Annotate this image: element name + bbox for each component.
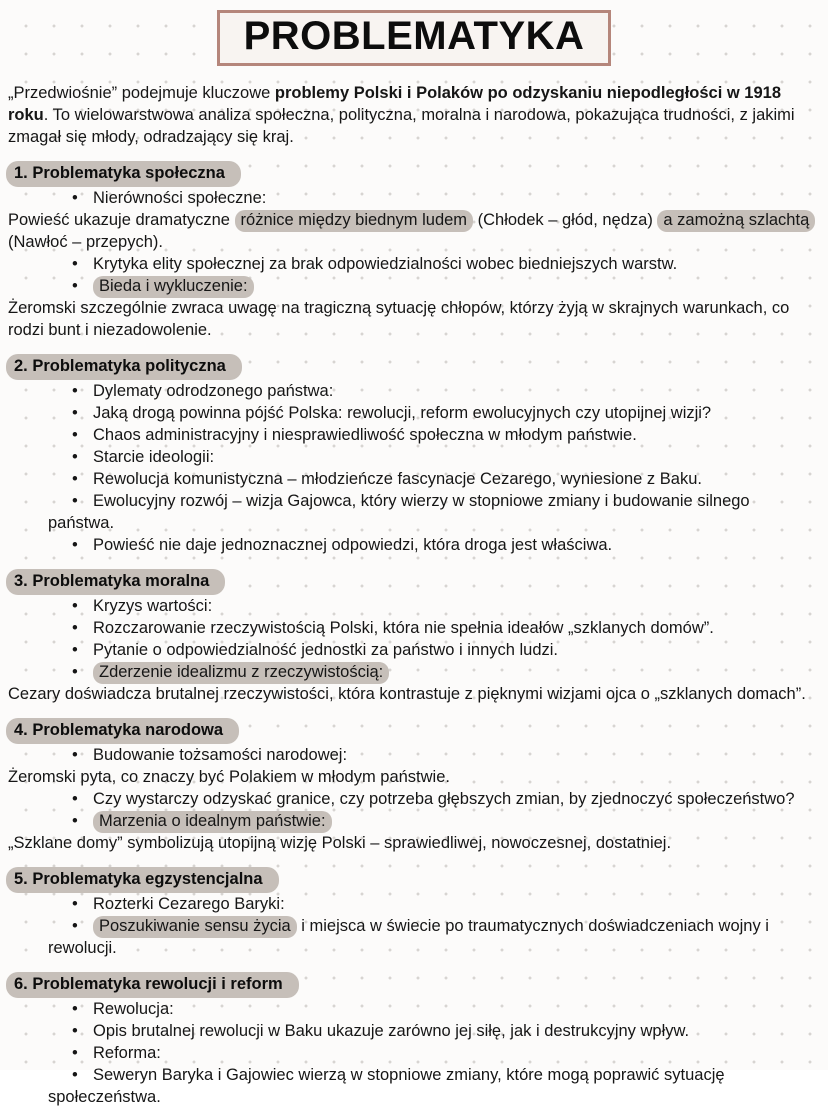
text-segment: Czy wystarczy odzyskać granice, czy potrzeba głębszych zmian, by zjednoczyć społeczeństwo?	[93, 790, 795, 808]
bullet-marker: •	[72, 895, 78, 913]
paragraph	[8, 832, 820, 854]
text-segment: Krytyka elity społecznej za brak odpowiedzialności wobec biedniejszych warstw.	[93, 255, 678, 273]
bullet-item	[48, 187, 820, 209]
page-title: PROBLEMATYKA	[243, 14, 585, 58]
bullet-item	[48, 1020, 820, 1042]
section-heading: 6. Problematyka rewolucji i reform	[6, 972, 299, 998]
text-segment: Powieść nie daje jednoznacznej odpowiedzi, która droga jest właściwa.	[93, 536, 613, 554]
bullet-item	[48, 915, 820, 959]
bullet-marker: •	[72, 426, 78, 444]
text-segment: Starcie ideologii:	[93, 448, 215, 466]
sections	[8, 161, 820, 1108]
text-segment: Kryzys wartości:	[93, 597, 213, 615]
highlighted-text: Marzenia o idealnym państwie:	[93, 811, 332, 833]
bullet-item	[48, 1064, 820, 1108]
bullet-item	[48, 490, 820, 534]
text-segment: Cezary doświadcza brutalnej rzeczywistości, która kontrastuje z pięknymi wizjami ojca o „szklanych domach”.	[8, 685, 806, 703]
bullet-marker: •	[72, 189, 78, 207]
bullet-marker: •	[72, 1066, 78, 1084]
bullet-item	[48, 661, 820, 683]
bullet-item	[48, 380, 820, 402]
text-segment: Dylematy odrodzonego państwa:	[93, 382, 334, 400]
text-segment: Żeromski szczególnie zwraca uwagę na tragiczną sytuację chłopów, którzy żyją w skrajnych warunkach, co rodzi bunt i niezadowolenie.	[8, 299, 790, 339]
bullet-marker: •	[72, 812, 78, 830]
bullet-marker: •	[72, 746, 78, 764]
bullet-item	[48, 639, 820, 661]
text-segment: Pytanie o odpowiedzialność jednostki za państwo i innych ludzi.	[93, 641, 559, 659]
text-segment-bold: problemy Polski i Polaków po odzyskaniu niepodległości w 1918 roku	[8, 84, 782, 124]
bullet-marker: •	[72, 1022, 78, 1040]
bullet-item	[48, 275, 820, 297]
section-heading: 4. Problematyka narodowa	[6, 718, 239, 744]
bullet-item	[48, 810, 820, 832]
section	[8, 972, 820, 1108]
section-heading: 3. Problematyka moralna	[6, 569, 225, 595]
bullet-marker: •	[72, 470, 78, 488]
text-segment: Rewolucja komunistyczna – młodzieńcze fascynacje Cezarego, wyniesione z Baku.	[93, 470, 702, 488]
bullet-item	[48, 424, 820, 446]
text-segment: Rozterki Cezarego Baryki:	[93, 895, 285, 913]
text-segment: Jaką drogą powinna pójść Polska: rewolucji, reform ewolucyjnych czy utopijnej wizji?	[93, 404, 712, 422]
paragraph	[8, 297, 820, 341]
bullet-marker: •	[72, 404, 78, 422]
section-heading: 1. Problematyka społeczna	[6, 161, 241, 187]
text-segment: Rozczarowanie rzeczywistością Polski, która nie spełnia ideałów „szklanych domów”.	[93, 619, 714, 637]
bullet-marker: •	[72, 790, 78, 808]
bullet-item	[48, 595, 820, 617]
text-segment: Nierówności społeczne:	[93, 189, 267, 207]
bullet-item	[48, 402, 820, 424]
text-segment: i miejsca w świecie po traumatycznych doświadczeniach wojny i rewolucji.	[48, 917, 769, 957]
section	[8, 718, 820, 854]
bullet-marker: •	[72, 255, 78, 273]
section	[8, 161, 820, 341]
section-heading: 2. Problematyka polityczna	[6, 354, 242, 380]
bullet-marker: •	[72, 917, 78, 935]
text-segment: Żeromski pyta, co znaczy być Polakiem w młodym państwie.	[8, 768, 450, 786]
text-segment: Chaos administracyjny i niesprawiedliwość społeczna w młodym państwie.	[93, 426, 637, 444]
text-segment: Seweryn Baryka i Gajowiec wierzą w stopniowe zmiany, które mogą poprawić sytuację społeczeństwa.	[48, 1066, 725, 1106]
bullet-item	[48, 446, 820, 468]
bullet-item	[48, 744, 820, 766]
bullet-item	[48, 1042, 820, 1064]
text-segment: (Chłodek – głód, nędza)	[473, 211, 658, 229]
section	[8, 354, 820, 556]
bullet-marker: •	[72, 382, 78, 400]
section	[8, 569, 820, 705]
bullet-marker: •	[72, 536, 78, 554]
bullet-marker: •	[72, 277, 78, 295]
bullet-item	[48, 253, 820, 275]
text-segment: Reforma:	[93, 1044, 161, 1062]
highlighted-text: Poszukiwanie sensu życia	[93, 916, 297, 938]
text-segment: „Szklane domy” symbolizują utopijną wizję Polski – sprawiedliwej, nowoczesnej, dostatniej.	[8, 834, 672, 852]
section	[8, 867, 820, 959]
bullet-marker: •	[72, 597, 78, 615]
highlighted-text: Zderzenie idealizmu z rzeczywistością:	[93, 662, 389, 684]
highlighted-text: różnice między biednym ludem	[235, 210, 474, 232]
paragraph	[8, 209, 820, 253]
bullet-marker: •	[72, 663, 78, 681]
highlighted-text: Bieda i wykluczenie:	[93, 276, 254, 298]
bullet-item	[48, 893, 820, 915]
bullet-marker: •	[72, 492, 78, 510]
text-segment: Budowanie tożsamości narodowej:	[93, 746, 348, 764]
bullet-marker: •	[72, 619, 78, 637]
highlighted-text: a zamożną szlachtą	[657, 210, 815, 232]
title-box	[217, 10, 612, 66]
text-segment: „Przedwiośnie” podejmuje kluczowe	[8, 84, 275, 102]
intro-paragraph	[8, 82, 820, 148]
text-segment: Powieść ukazuje dramatyczne	[8, 211, 235, 229]
section-heading: 5. Problematyka egzystencjalna	[6, 867, 279, 893]
paragraph	[8, 683, 820, 705]
title-section	[0, 0, 828, 66]
bullet-marker: •	[72, 448, 78, 466]
text-segment: Rewolucja:	[93, 1000, 174, 1018]
bullet-item	[48, 468, 820, 490]
bullet-marker: •	[72, 1000, 78, 1018]
text-segment: Opis brutalnej rewolucji w Baku ukazuje zarówno jej siłę, jak i destrukcyjny wpływ.	[93, 1022, 690, 1040]
text-segment: . To wielowarstwowa analiza społeczna, polityczna, moralna i narodowa, pokazująca trudności, z jakimi zmagał się młody, odradzający się kraj.	[8, 106, 795, 146]
bullet-marker: •	[72, 641, 78, 659]
bullet-item	[48, 998, 820, 1020]
bullet-item	[48, 534, 820, 556]
paragraph	[8, 766, 820, 788]
text-segment: Ewolucyjny rozwój – wizja Gajowca, który wierzy w stopniowe zmiany i budowanie silnego państwa.	[48, 492, 750, 532]
bullet-marker: •	[72, 1044, 78, 1062]
document-body	[0, 66, 828, 1108]
bullet-item	[48, 617, 820, 639]
text-segment: (Nawłoć – przepych).	[8, 233, 163, 251]
bullet-item	[48, 788, 820, 810]
